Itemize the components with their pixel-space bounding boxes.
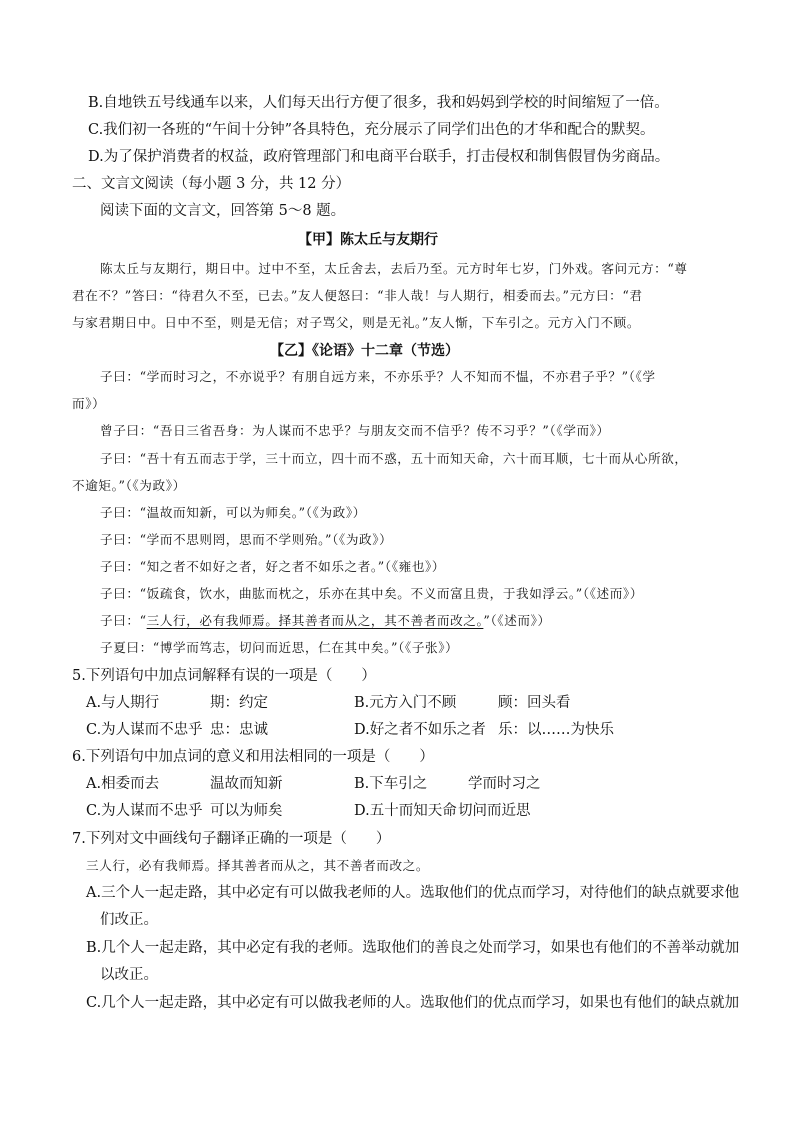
q4-option-d: D.为了保护消费者的权益，政府管理部门和电商平台联手，打击侵权和制售假冒伪劣商品。: [88, 149, 670, 165]
passage-jia-line: 君在不？”答曰：“待君久不至，已去。”友人便怒曰：“非人哉！与人期行，相委而去。”元方曰：“君: [72, 288, 643, 303]
q5-option-d-gloss: 乐：以……为快乐: [498, 722, 614, 738]
q6-option-b: B.下车引之: [354, 776, 428, 792]
q4-option-c: C.我们初一各班的“午间十分钟”各具特色，充分展示了同学们出色的才华和配合的默契。: [88, 122, 655, 138]
q6-option-b-pair: 学而时习之: [468, 776, 541, 792]
q7-option-a: A.三个人一起走路，其中必定有可以做我老师的人。选取他们的优点而学习，对待他们的缺点就要求他: [86, 885, 740, 901]
analects-prefix: 子曰：“: [100, 613, 147, 628]
q5-option-c: C.为人谋而不忠乎: [86, 722, 203, 738]
q6-option-d-pair: 切问而近思: [458, 803, 531, 819]
section-heading: 二、文言文阅读（每小题 3 分，共 12 分）: [72, 176, 351, 192]
q7-option-b: B.几个人一起走路，其中必定有我的老师。选取他们的善良之处而学习，如果也有他们的不善举动就加: [86, 940, 740, 956]
q6-option-c-pair: 可以为师矣: [210, 803, 283, 819]
passage-jia-title: 【甲】陈太丘与友期行: [298, 232, 438, 248]
q5-option-b-gloss: 顾：回头看: [498, 695, 571, 711]
q6-option-a: A.相委而去: [86, 776, 160, 792]
analects-line: 不逾矩。”（《为政》）: [72, 478, 186, 493]
q4-option-b: B.自地铁五号线通车以来，人们每天出行方便了很多，我和妈妈到学校的时间缩短了一倍。: [88, 95, 669, 111]
analects-line: 子曰：“学而时习之，不亦说乎？有朋自远方来，不亦乐乎？人不知而不愠，不亦君子乎？”（《学: [100, 369, 656, 384]
q7-option-a-cont: 们改正。: [100, 912, 158, 928]
q5-stem: 5.下列语句中加点词解释有误的一项是（ ）: [72, 668, 376, 684]
passage-jia-line: 陈太丘与友期行，期日中。过中不至，太丘舍去，去后乃至。元方时年七岁，门外戏。客问元方：“尊: [100, 261, 688, 276]
q7-stem: 7.下列对文中画线句子翻译正确的一项是（ ）: [72, 831, 391, 847]
q6-option-d: D.五十而知天命: [354, 803, 457, 819]
q6-option-a-pair: 温故而知新: [210, 776, 283, 792]
passage-yi-title: 【乙】《论语》十二章（节选）: [270, 343, 459, 359]
q5-option-b: B.元方入门不顾: [354, 695, 457, 711]
analects-line: 子曰：“吾十有五而志于学，三十而立，四十而不惑，五十而知天命，六十而耳顺，七十而从心所欲，: [100, 451, 688, 466]
analects-suffix: ”（《述而》）: [483, 613, 551, 628]
q7-option-c: C.几个人一起走路，其中必定有可以做我老师的人。选取他们的优点而学习，如果也有他们的缺点就加: [86, 995, 740, 1011]
analects-line: 子曰：“学而不思则罔，思而不学则殆。”（《为政》）: [100, 532, 393, 547]
analects-line: 而》）: [72, 396, 106, 411]
q5-option-a-gloss: 期：约定: [210, 695, 268, 711]
analects-line: 子曰：“知之者不如好之者，好之者不如乐之者。”（《雍也》）: [100, 559, 446, 574]
q6-stem: 6.下列语句中加点词的意义和用法相同的一项是（ ）: [72, 749, 434, 765]
q5-option-c-gloss: 忠：忠诚: [210, 722, 268, 738]
q6-option-c: C.为人谋而不忠乎: [86, 803, 203, 819]
q5-option-a: A.与人期行: [86, 695, 160, 711]
analects-line: 子曰：“温故而知新，可以为师矣。”（《为政》）: [100, 505, 366, 520]
q7-quote: 三人行，必有我师焉。择其善者而从之，其不善者而改之。: [86, 858, 430, 873]
q7-option-b-cont: 以改正。: [100, 967, 158, 983]
passage-jia-line: 与家君期日中。日中不至，则是无信；对子骂父，则是无礼。”友人惭，下车引之。元方入门不顾。: [72, 315, 641, 330]
analects-line-underlined: [100, 611, 551, 631]
analects-line: 子夏曰：“博学而笃志，切问而近思，仁在其中矣。”（《子张》）: [100, 640, 459, 655]
underlined-sentence: 三人行，必有我师焉。择其善者而从之，其不善者而改之。: [146, 613, 484, 628]
q5-option-d: D.好之者不如乐之者: [354, 722, 486, 738]
analects-line: 子曰：“饭疏食，饮水，曲肱而枕之，乐亦在其中矣。不义而富且贵，于我如浮云。”（《述而》）: [100, 586, 644, 601]
analects-line: 曾子曰：“吾日三省吾身：为人谋而不忠乎？与朋友交而不信乎？传不习乎？”（《学而》）: [100, 423, 610, 438]
section-instruction: 阅读下面的文言文，回答第 5～8 题。: [100, 203, 346, 219]
